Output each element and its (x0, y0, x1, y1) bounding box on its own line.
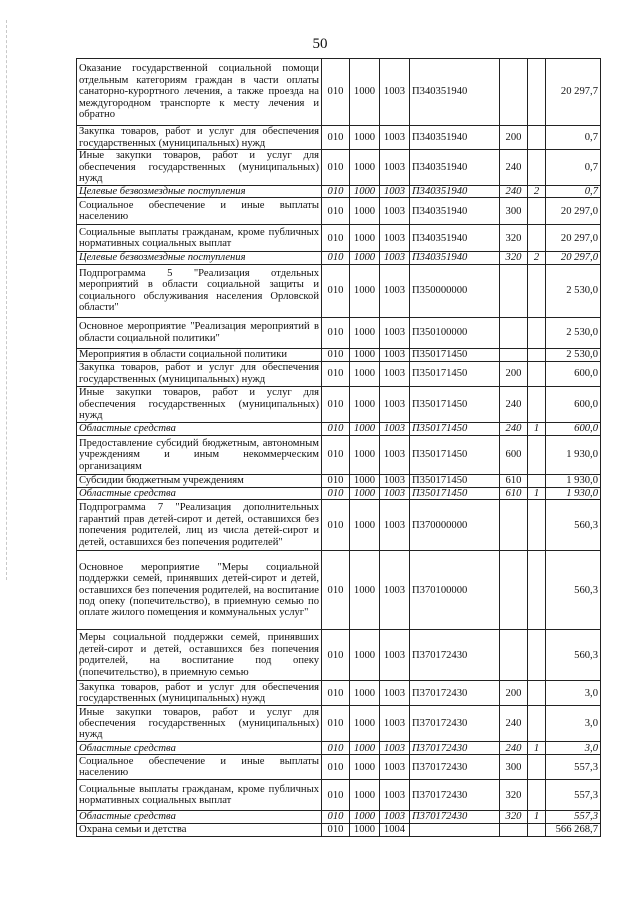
target-article-cell: П350100000 (410, 317, 500, 348)
amount-cell: 20 297,0 (546, 198, 601, 225)
target-article-cell: П370172430 (410, 681, 500, 706)
expense-type-cell (500, 59, 528, 126)
ministry-code-cell: 010 (322, 681, 350, 706)
section-code-cell: 1000 (350, 630, 380, 681)
section-code-cell: 1000 (350, 126, 380, 150)
amount-cell: 1 930,0 (546, 474, 601, 487)
section-code-cell: 1000 (350, 225, 380, 252)
funding-source-cell (528, 59, 546, 126)
ministry-code-cell: 010 (322, 706, 350, 742)
section-code-cell: 1000 (350, 811, 380, 823)
subsection-code-cell: 1003 (380, 435, 410, 474)
amount-cell: 1 930,0 (546, 435, 601, 474)
section-code-cell: 1000 (350, 551, 380, 630)
row-name-cell: Закупка товаров, работ и услуг для обеспечения государственных (муниципальных) нужд (77, 361, 322, 386)
row-name-cell: Подпрограмма 7 "Реализация дополнительных гарантий прав детей-сирот и детей, оставшихся без попечения родителей, лиц из числа детей-сирот и детей, оставшихся без попечения родителей" (77, 500, 322, 551)
table-row (77, 252, 601, 264)
amount-cell: 0,7 (546, 126, 601, 150)
subsection-code-cell: 1003 (380, 630, 410, 681)
expense-type-cell: 320 (500, 225, 528, 252)
subsection-code-cell: 1003 (380, 348, 410, 361)
section-code-cell: 1000 (350, 755, 380, 780)
subsection-code-cell: 1003 (380, 474, 410, 487)
funding-source-cell (528, 823, 546, 836)
expense-type-cell: 300 (500, 198, 528, 225)
row-name-cell: Иные закупки товаров, работ и услуг для обеспечения государственных (муниципальных) нужд (77, 386, 322, 422)
ministry-code-cell: 010 (322, 252, 350, 264)
target-article-cell: П340351940 (410, 150, 500, 186)
table-row (77, 487, 601, 499)
row-name-cell: Мероприятия в области социальной политики (77, 348, 322, 361)
row-name-cell: Подпрограмма 5 "Реализация отдельных мероприятий в области социальной защиты и социального обслуживания населения Орловской области" (77, 264, 322, 317)
section-code-cell: 1000 (350, 500, 380, 551)
row-name-cell: Основное мероприятие "Меры социальной поддержки семей, принявших детей-сирот и детей, оставшихся без попечения родителей, на воспитание под опеку (попечительство), в приемную семью по оплате жилого помещения и коммунальных услуг" (77, 551, 322, 630)
amount-cell: 3,0 (546, 706, 601, 742)
row-name-cell: Социальные выплаты гражданам, кроме публичных нормативных социальных выплат (77, 225, 322, 252)
row-name-cell: Социальные выплаты гражданам, кроме публичных нормативных социальных выплат (77, 780, 322, 811)
target-article-cell: П370100000 (410, 551, 500, 630)
expense-type-cell: 240 (500, 706, 528, 742)
expense-type-cell (500, 500, 528, 551)
ministry-code-cell: 010 (322, 386, 350, 422)
amount-cell: 566 268,7 (546, 823, 601, 836)
target-article-cell: П340351940 (410, 186, 500, 198)
expense-type-cell: 610 (500, 474, 528, 487)
funding-source-cell (528, 500, 546, 551)
target-article-cell: П370172430 (410, 706, 500, 742)
subsection-code-cell: 1003 (380, 252, 410, 264)
section-code-cell: 1000 (350, 742, 380, 755)
ministry-code-cell: 010 (322, 780, 350, 811)
table-row (77, 551, 601, 630)
section-code-cell: 1000 (350, 348, 380, 361)
amount-cell: 1 930,0 (546, 487, 601, 499)
expense-type-cell (500, 551, 528, 630)
expense-type-cell: 320 (500, 780, 528, 811)
expense-type-cell: 320 (500, 811, 528, 823)
amount-cell: 557,3 (546, 780, 601, 811)
subsection-code-cell: 1003 (380, 811, 410, 823)
target-article-cell: П370172430 (410, 755, 500, 780)
table-row (77, 59, 601, 126)
target-article-cell: П340351940 (410, 198, 500, 225)
table-row (77, 264, 601, 317)
section-code-cell: 1000 (350, 422, 380, 435)
table-row (77, 681, 601, 706)
table-row (77, 435, 601, 474)
expense-type-cell: 240 (500, 422, 528, 435)
expense-type-cell: 300 (500, 755, 528, 780)
row-name-cell: Закупка товаров, работ и услуг для обеспечения государственных (муниципальных) нужд (77, 126, 322, 150)
ministry-code-cell: 010 (322, 500, 350, 551)
expense-type-cell: 200 (500, 126, 528, 150)
target-article-cell: П350171450 (410, 474, 500, 487)
funding-source-cell (528, 681, 546, 706)
section-code-cell: 1000 (350, 252, 380, 264)
amount-cell: 0,7 (546, 186, 601, 198)
margin-dashed-line (6, 20, 8, 580)
amount-cell: 600,0 (546, 386, 601, 422)
table-row (77, 126, 601, 150)
row-name-cell: Иные закупки товаров, работ и услуг для обеспечения государственных (муниципальных) нужд (77, 706, 322, 742)
row-name-cell: Субсидии бюджетным учреждениям (77, 474, 322, 487)
target-article-cell: П340351940 (410, 59, 500, 126)
funding-source-cell (528, 551, 546, 630)
target-article-cell: П370172430 (410, 811, 500, 823)
amount-cell: 557,3 (546, 811, 601, 823)
expense-type-cell: 200 (500, 681, 528, 706)
amount-cell: 560,3 (546, 500, 601, 551)
ministry-code-cell: 010 (322, 264, 350, 317)
table-row (77, 474, 601, 487)
section-code-cell: 1000 (350, 435, 380, 474)
amount-cell: 560,3 (546, 630, 601, 681)
table-row (77, 706, 601, 742)
section-code-cell: 1000 (350, 150, 380, 186)
subsection-code-cell: 1003 (380, 780, 410, 811)
funding-source-cell (528, 630, 546, 681)
subsection-code-cell: 1003 (380, 126, 410, 150)
row-name-cell: Иные закупки товаров, работ и услуг для обеспечения государственных (муниципальных) нужд (77, 150, 322, 186)
expense-type-cell (500, 823, 528, 836)
table-row (77, 755, 601, 780)
funding-source-cell: 1 (528, 422, 546, 435)
expense-type-cell (500, 630, 528, 681)
funding-source-cell (528, 150, 546, 186)
expense-type-cell: 240 (500, 742, 528, 755)
subsection-code-cell: 1003 (380, 186, 410, 198)
section-code-cell: 1000 (350, 186, 380, 198)
section-code-cell: 1000 (350, 386, 380, 422)
subsection-code-cell: 1003 (380, 487, 410, 499)
amount-cell: 600,0 (546, 422, 601, 435)
row-name-cell: Основное мероприятие "Реализация мероприятий в области социальной политики" (77, 317, 322, 348)
ministry-code-cell: 010 (322, 551, 350, 630)
target-article-cell: П350171450 (410, 361, 500, 386)
target-article-cell: П340351940 (410, 225, 500, 252)
subsection-code-cell: 1003 (380, 551, 410, 630)
target-article-cell: П350171450 (410, 386, 500, 422)
page-number: 50 (312, 36, 328, 52)
target-article-cell: П350000000 (410, 264, 500, 317)
ministry-code-cell: 010 (322, 150, 350, 186)
table-row (77, 811, 601, 823)
expense-type-cell (500, 348, 528, 361)
ministry-code-cell: 010 (322, 474, 350, 487)
subsection-code-cell: 1003 (380, 755, 410, 780)
table-row (77, 500, 601, 551)
ministry-code-cell: 010 (322, 348, 350, 361)
target-article-cell (410, 823, 500, 836)
ministry-code-cell: 010 (322, 422, 350, 435)
expense-type-cell: 240 (500, 186, 528, 198)
amount-cell: 2 530,0 (546, 317, 601, 348)
section-code-cell: 1000 (350, 317, 380, 348)
target-article-cell: П350171450 (410, 348, 500, 361)
amount-cell: 20 297,0 (546, 225, 601, 252)
ministry-code-cell: 010 (322, 317, 350, 348)
expense-type-cell (500, 317, 528, 348)
subsection-code-cell: 1003 (380, 317, 410, 348)
table-row (77, 186, 601, 198)
subsection-code-cell: 1003 (380, 386, 410, 422)
section-code-cell: 1000 (350, 681, 380, 706)
funding-source-cell (528, 317, 546, 348)
amount-cell: 2 530,0 (546, 348, 601, 361)
row-name-cell: Целевые безвозмездные поступления (77, 252, 322, 264)
subsection-code-cell: 1003 (380, 198, 410, 225)
ministry-code-cell: 010 (322, 755, 350, 780)
section-code-cell: 1000 (350, 823, 380, 836)
amount-cell: 20 297,7 (546, 59, 601, 126)
target-article-cell: П340351940 (410, 252, 500, 264)
row-name-cell: Целевые безвозмездные поступления (77, 186, 322, 198)
amount-cell: 560,3 (546, 551, 601, 630)
ministry-code-cell: 010 (322, 361, 350, 386)
row-name-cell: Социальное обеспечение и иные выплаты населению (77, 755, 322, 780)
target-article-cell: П370172430 (410, 742, 500, 755)
row-name-cell: Областные средства (77, 422, 322, 435)
target-article-cell: П340351940 (410, 126, 500, 150)
subsection-code-cell: 1003 (380, 681, 410, 706)
ministry-code-cell: 010 (322, 435, 350, 474)
subsection-code-cell: 1003 (380, 706, 410, 742)
target-article-cell: П370172430 (410, 780, 500, 811)
funding-source-cell: 2 (528, 252, 546, 264)
ministry-code-cell: 010 (322, 811, 350, 823)
table-row (77, 317, 601, 348)
funding-source-cell (528, 126, 546, 150)
table-row (77, 630, 601, 681)
ministry-code-cell: 010 (322, 225, 350, 252)
amount-cell: 2 530,0 (546, 264, 601, 317)
subsection-code-cell: 1003 (380, 264, 410, 317)
funding-source-cell (528, 435, 546, 474)
section-code-cell: 1000 (350, 780, 380, 811)
row-name-cell: Областные средства (77, 487, 322, 499)
ministry-code-cell: 010 (322, 823, 350, 836)
expense-type-cell: 320 (500, 252, 528, 264)
expense-type-cell (500, 264, 528, 317)
row-name-cell: Областные средства (77, 811, 322, 823)
row-name-cell: Оказание государственной социальной помощи отдельным категориям граждан в части оплаты санаторно-курортного лечения, а также проезда на междугородном транспорте к месту лечения и обратно (77, 59, 322, 126)
subsection-code-cell: 1003 (380, 500, 410, 551)
expense-type-cell: 610 (500, 487, 528, 499)
subsection-code-cell: 1003 (380, 59, 410, 126)
expense-type-cell: 240 (500, 386, 528, 422)
ministry-code-cell: 010 (322, 198, 350, 225)
table-row (77, 198, 601, 225)
section-code-cell: 1000 (350, 487, 380, 499)
funding-source-cell (528, 225, 546, 252)
section-code-cell: 1000 (350, 706, 380, 742)
funding-source-cell (528, 706, 546, 742)
section-code-cell: 1000 (350, 264, 380, 317)
row-name-cell: Социальное обеспечение и иные выплаты населению (77, 198, 322, 225)
ministry-code-cell: 010 (322, 59, 350, 126)
amount-cell: 20 297,0 (546, 252, 601, 264)
ministry-code-cell: 010 (322, 126, 350, 150)
row-name-cell: Закупка товаров, работ и услуг для обеспечения государственных (муниципальных) нужд (77, 681, 322, 706)
subsection-code-cell: 1003 (380, 225, 410, 252)
amount-cell: 557,3 (546, 755, 601, 780)
subsection-code-cell: 1003 (380, 150, 410, 186)
budget-table (76, 58, 601, 837)
budget-table-body (77, 59, 601, 837)
table-row (77, 422, 601, 435)
ministry-code-cell: 010 (322, 186, 350, 198)
target-article-cell: П350171450 (410, 487, 500, 499)
ministry-code-cell: 010 (322, 630, 350, 681)
target-article-cell: П370172430 (410, 630, 500, 681)
subsection-code-cell: 1003 (380, 361, 410, 386)
expense-type-cell: 200 (500, 361, 528, 386)
subsection-code-cell: 1003 (380, 742, 410, 755)
amount-cell: 3,0 (546, 742, 601, 755)
funding-source-cell: 1 (528, 742, 546, 755)
funding-source-cell (528, 361, 546, 386)
table-row (77, 225, 601, 252)
amount-cell: 600,0 (546, 361, 601, 386)
ministry-code-cell: 010 (322, 742, 350, 755)
funding-source-cell: 2 (528, 186, 546, 198)
table-row (77, 150, 601, 186)
target-article-cell: П350171450 (410, 422, 500, 435)
funding-source-cell (528, 348, 546, 361)
section-code-cell: 1000 (350, 59, 380, 126)
table-row (77, 361, 601, 386)
amount-cell: 0,7 (546, 150, 601, 186)
section-code-cell: 1000 (350, 361, 380, 386)
table-row (77, 823, 601, 836)
ministry-code-cell: 010 (322, 487, 350, 499)
target-article-cell: П350171450 (410, 435, 500, 474)
row-name-cell: Предоставление субсидий бюджетным, автономным учреждениям и иным некоммерческим организациям (77, 435, 322, 474)
subsection-code-cell: 1004 (380, 823, 410, 836)
table-row (77, 780, 601, 811)
section-code-cell: 1000 (350, 198, 380, 225)
funding-source-cell (528, 474, 546, 487)
row-name-cell: Охрана семьи и детства (77, 823, 322, 836)
subsection-code-cell: 1003 (380, 422, 410, 435)
funding-source-cell (528, 264, 546, 317)
section-code-cell: 1000 (350, 474, 380, 487)
table-row (77, 742, 601, 755)
amount-cell: 3,0 (546, 681, 601, 706)
table-row (77, 348, 601, 361)
expense-type-cell: 600 (500, 435, 528, 474)
funding-source-cell (528, 755, 546, 780)
table-row (77, 386, 601, 422)
target-article-cell: П370000000 (410, 500, 500, 551)
row-name-cell: Меры социальной поддержки семей, принявших детей-сирот и детей, оставшихся без попечения родителей, на воспитание под опеку (попечительство), в приемную семью (77, 630, 322, 681)
funding-source-cell: 1 (528, 811, 546, 823)
funding-source-cell (528, 198, 546, 225)
row-name-cell: Областные средства (77, 742, 322, 755)
expense-type-cell: 240 (500, 150, 528, 186)
funding-source-cell: 1 (528, 487, 546, 499)
funding-source-cell (528, 386, 546, 422)
funding-source-cell (528, 780, 546, 811)
